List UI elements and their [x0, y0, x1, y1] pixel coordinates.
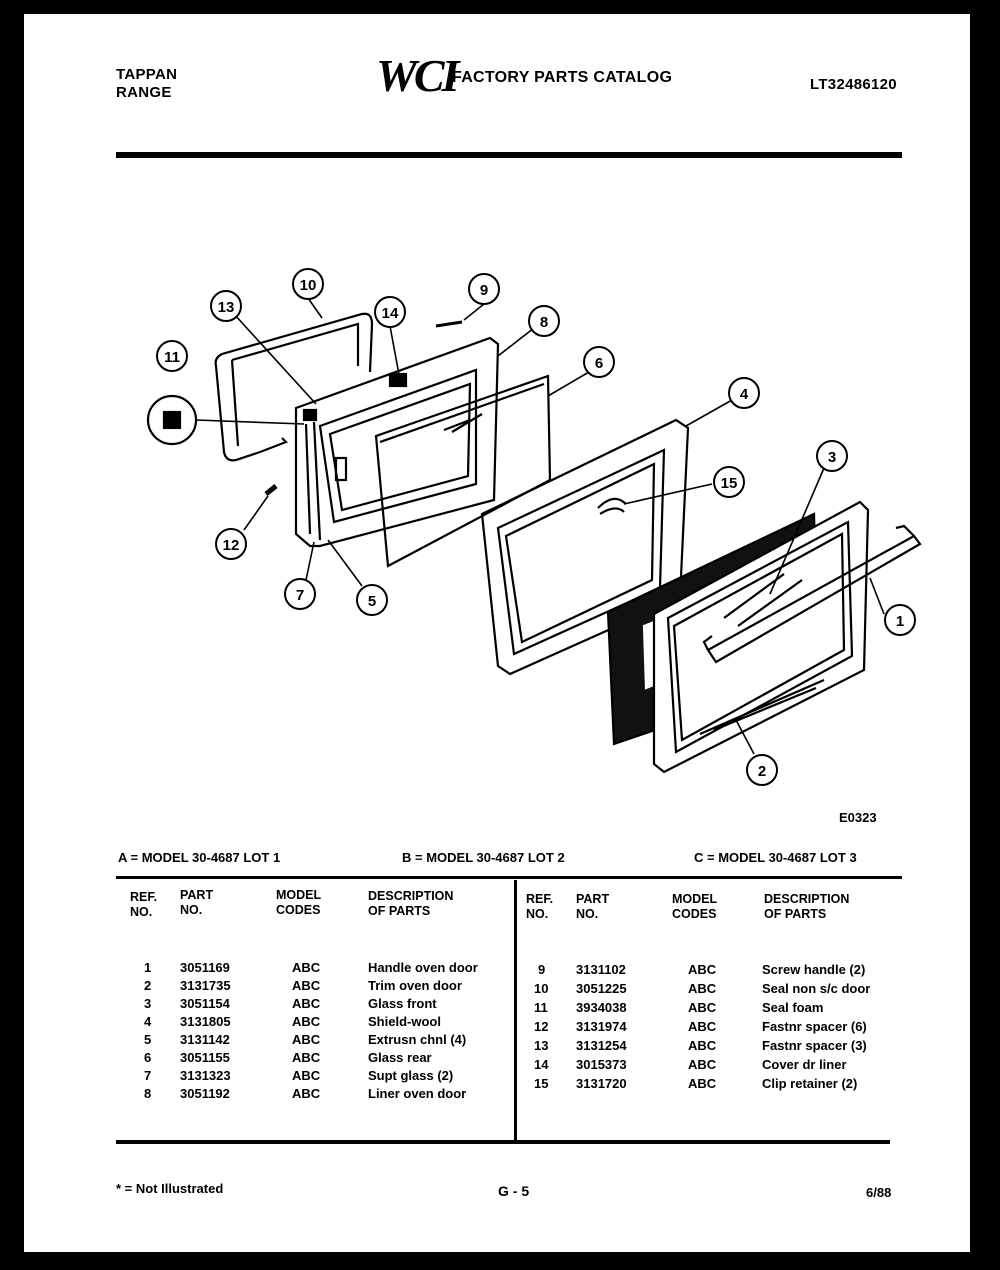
svg-text:6: 6 — [594, 355, 604, 372]
brand-name: TAPPAN — [116, 66, 178, 83]
svg-text:3: 3 — [827, 449, 837, 466]
svg-text:2: 2 — [757, 763, 767, 780]
catalog-page: TAPPAN RANGE WCI FACTORY PARTS CATALOG LT32486120 10 13 14 9 8 6 4 15 3 1 2 11 12 7 5 E0323 A = MODEL 30-4687 LOT 1 B = MODEL 30-4687 LOT 2 C = MODEL 30-4687 LOT 3 REF. NO. PART NO. MODEL CODES DESCRIPTION OF PARTS REF. NO. PART NO. MODEL CODES DESCRIPTION OF PARTS 1 3051169 ABC Handle oven door 2 3131735 ABC Trim oven door 3 3051154 ABC Glass front 4 3131805 ABC Shield-wool 5 3131142 ABC Extrusn chnl (4) 6 3051155 ABC Glass rear 7 3131323 ABC Supt glass (2) 8 3051192 ABC Liner oven door 9 3131102 ABC Screw handle (2) 10 3051225 ABC Seal non s/c door 11 3934038 ABC Seal foam 12 3131974 ABC Fastnr spacer (6) 13 3131254 ABC Fastnr spacer (3) 14 3015373 ABC Cover dr liner 15 3131720 ABC Clip retainer (2) * = Not Illustrated G - 5 6/88 — [24, 14, 970, 1252]
footnote: * = Not Illustrated — [116, 1181, 224, 1196]
callout-12 — [216, 529, 246, 559]
callout-11 — [157, 341, 187, 371]
callout-10 — [293, 269, 323, 299]
callout-5 — [357, 585, 387, 615]
header-description-right: DESCRIPTION OF PARTS — [764, 892, 850, 921]
screw-handle — [436, 322, 462, 326]
model-c: C = MODEL 30-4687 LOT 3 — [694, 850, 857, 865]
svg-text:10: 10 — [299, 277, 317, 294]
callout-6 — [584, 347, 614, 377]
header-rule — [116, 152, 902, 158]
revision-date: 6/88 — [866, 1185, 892, 1200]
svg-text:11: 11 — [164, 349, 180, 366]
svg-text:12: 12 — [222, 537, 240, 554]
header-model-codes: MODEL CODES — [276, 888, 322, 917]
seal-foam — [148, 396, 196, 444]
header-ref: REF. NO. — [130, 890, 158, 919]
catalog-number: LT32486120 — [810, 76, 897, 93]
table-divider — [514, 880, 517, 1142]
callout-8 — [529, 306, 559, 336]
header-part: PART NO. — [180, 888, 214, 917]
svg-text:15: 15 — [720, 475, 738, 492]
callout-7 — [285, 579, 315, 609]
callout-9 — [469, 274, 499, 304]
callout-14 — [375, 297, 405, 327]
callout-3 — [817, 441, 847, 471]
page-number: G - 5 — [498, 1183, 530, 1199]
svg-text:14: 14 — [381, 305, 399, 322]
figure-id: E0323 — [839, 810, 877, 825]
svg-text:8: 8 — [539, 314, 549, 331]
header-part-right: PART NO. — [576, 892, 610, 921]
brand-block — [116, 66, 177, 102]
svg-text:1: 1 — [895, 613, 905, 630]
table-bottom-rule — [116, 1140, 890, 1144]
table-top-rule — [116, 876, 902, 879]
callout-2 — [747, 755, 777, 785]
wci-logo: WCI — [376, 50, 457, 101]
svg-text:4: 4 — [739, 386, 749, 403]
svg-text:5: 5 — [367, 593, 377, 610]
callout-4 — [729, 378, 759, 408]
svg-text:9: 9 — [479, 282, 489, 299]
rear-glass — [376, 376, 550, 566]
svg-text:13: 13 — [217, 299, 235, 316]
fastener-spacer — [266, 486, 276, 494]
model-b: B = MODEL 30-4687 LOT 2 — [402, 850, 565, 865]
header-description: DESCRIPTION OF PARTS — [368, 889, 454, 918]
door-seal — [216, 314, 372, 461]
header-ref-right: REF. NO. — [526, 892, 554, 921]
model-a: A = MODEL 30-4687 LOT 1 — [118, 850, 281, 865]
catalog-title: FACTORY PARTS CATALOG — [452, 69, 673, 86]
header-model-codes-right: MODEL CODES — [672, 892, 718, 921]
callout-1 — [885, 605, 915, 635]
svg-text:7: 7 — [295, 587, 305, 604]
product-type: RANGE — [116, 84, 172, 101]
callout-15 — [714, 467, 744, 497]
exploded-door-diagram — [104, 244, 934, 804]
callout-13 — [211, 291, 241, 321]
oven-door-liner — [296, 338, 498, 546]
